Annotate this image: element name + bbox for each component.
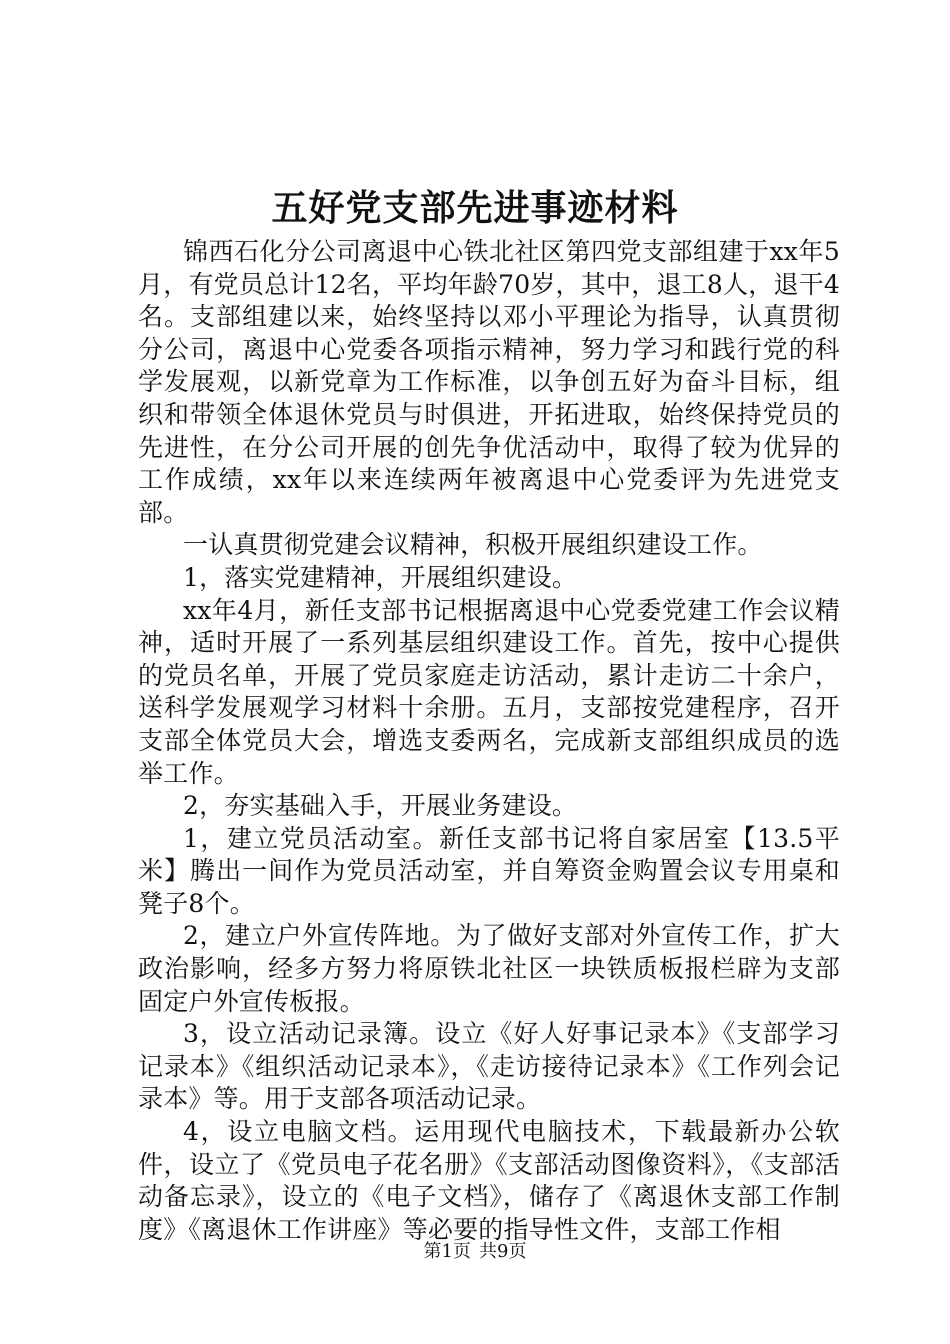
paragraph-subheading-1: 1，落实党建精神，开展组织建设。 [183, 562, 578, 592]
document-body [138, 236, 840, 1246]
paragraph-subheading-2: 2，夯实基础入手，开展业务建设。 [183, 791, 578, 821]
paragraph-section-heading: 一认真贯彻党建会议精神，积极开展组织建设工作。 [183, 530, 763, 560]
paragraph-item-2: 2，建立户外宣传阵地。为了做好支部对外宣传工作，扩大政治影响，经多方努力将原铁北社区一块铁质板报栏辟为支部固定户外宣传板报。 [138, 921, 840, 1016]
paragraph-intro: 锦西石化分公司离退中心铁北社区第四党支部组建于xx年5月，有党员总计12名，平均年龄70岁，其中，退工8人，退干4名。支部组建以来，始终坚持以邓小平理论为指导，认真贯彻分公司，离退中心党委各项指示精神，努力学习和践行党的科学发展观，以新党章为工作标准，以争创五好为奋斗目标，组织和带领全体退休党员与时俱进，开拓进取，始终保持党员的先进性，在分公司开展的创先争优活动中，取得了较为优异的工作成绩，xx年以来连续两年被离退中心党委评为先进党支部。 [138, 237, 840, 527]
paragraph-item-4: 4，设立电脑文档。运用现代电脑技术，下载最新办公软件，设立了《党员电子花名册》《支部活动图像资料》，《支部活动备忘录》，设立的《电子文档》，储存了《离退休支部工作制度》《离退休工作讲座》等必要的指导性文件，支部工作相 [138, 1117, 840, 1244]
paragraph-organization-work: xx年4月，新任支部书记根据离退中心党委党建工作会议精神，适时开展了一系列基层组织建设工作。首先，按中心提供的党员名单，开展了党员家庭走访活动，累计走访二十余户，送科学发展观学习材料十余册。五月，支部按党建程序，召开支部全体党员大会，增选支委两名，完成新支部组织成员的选举工作。 [138, 595, 840, 788]
page-footer [0, 1240, 950, 1264]
document-title: 五好党支部先进事迹材料 [271, 187, 679, 229]
paragraph-item-3: 3，设立活动记录簿。设立《好人好事记录本》《支部学习记录本》《组织活动记录本》，《走访接待记录本》《工作列会记录本》等。用于支部各项活动记录。 [138, 1019, 840, 1114]
page-number: 第1页 [423, 1241, 471, 1262]
paragraph-item-1: 1，建立党员活动室。新任支部书记将自家居室【13.5平米】腾出一间作为党员活动室，并自筹资金购置会议专用桌和凳子8个。 [138, 823, 840, 918]
page-total: 共9页 [479, 1241, 527, 1262]
